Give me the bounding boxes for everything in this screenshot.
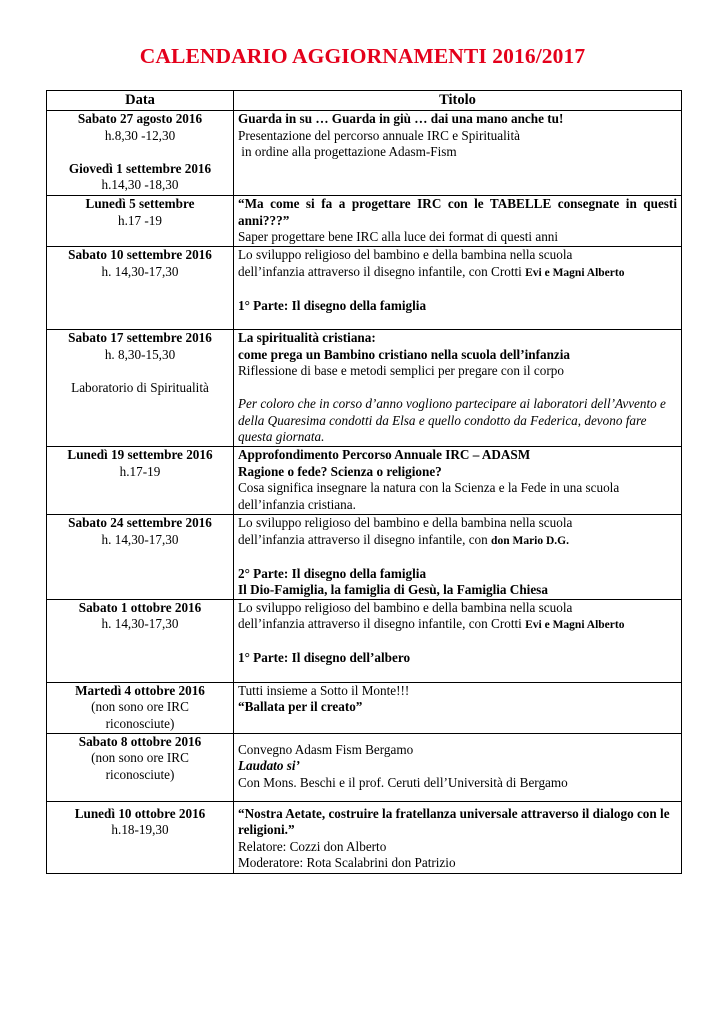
table-row bbox=[47, 682, 682, 733]
title-cell bbox=[234, 111, 682, 196]
event-title: “Nostra Aetate, costruire la fratellanza universale attraverso il dialogo con le religioni.” bbox=[238, 805, 670, 837]
event-description: Lo sviluppo religioso del bambino e della bambina nella scuola bbox=[238, 515, 573, 530]
date-cell bbox=[47, 247, 234, 330]
table-row bbox=[47, 247, 682, 330]
table-row bbox=[47, 447, 682, 515]
event-note: (non sono ore IRC riconosciute) bbox=[91, 750, 189, 782]
event-description: Convegno Adasm Fism Bergamo bbox=[238, 741, 414, 757]
event-title: Guarda in su … Guarda in giù … dai una mano anche tu! bbox=[238, 111, 564, 126]
event-date: Giovedì 1 settembre 2016 bbox=[68, 160, 212, 176]
table-row bbox=[47, 330, 682, 447]
event-title: La spiritualità cristiana: bbox=[238, 330, 376, 345]
date-cell bbox=[47, 733, 234, 801]
title-cell bbox=[234, 733, 682, 801]
event-description-text: dell’infanzia attraverso il disegno infantile, con Crotti bbox=[238, 616, 526, 631]
title-cell bbox=[234, 801, 682, 873]
table-row bbox=[47, 196, 682, 247]
event-speaker: Evi e Magni Alberto bbox=[525, 266, 625, 279]
event-description: Relatore: Cozzi don Alberto bbox=[238, 838, 387, 854]
title-cell bbox=[234, 330, 682, 447]
table-row bbox=[47, 733, 682, 801]
event-title: “Ballata per il creato” bbox=[238, 699, 363, 714]
event-date: Sabato 27 agosto 2016 bbox=[77, 111, 203, 126]
event-description: Tutti insieme a Sotto il Monte!!! bbox=[238, 682, 410, 698]
title-cell bbox=[234, 247, 682, 330]
event-description: Riflessione di base e metodi semplici per pregare con il corpo bbox=[238, 363, 564, 378]
event-time: h.18-19,30 bbox=[111, 822, 169, 837]
table-row bbox=[47, 515, 682, 600]
event-note-comma: , bbox=[577, 412, 582, 428]
event-time: h. 14,30-17,30 bbox=[101, 263, 179, 279]
event-title: Approfondimento Percorso Annuale IRC – ADASM bbox=[238, 447, 531, 462]
event-date: Martedì 4 ottobre 2016 bbox=[75, 682, 205, 698]
title-cell bbox=[234, 682, 682, 733]
column-header-titolo: Titolo bbox=[234, 91, 682, 111]
date-cell bbox=[47, 515, 234, 600]
event-time: h.17-19 bbox=[119, 463, 161, 479]
page-title: CALENDARIO AGGIORNAMENTI 2016/2017 bbox=[139, 44, 586, 68]
event-part: 1° Parte: Il disegno dell’albero bbox=[238, 650, 411, 665]
event-title: “Ma come si fa a progettare IRC con le TABELLE consegnate in questi anni???” bbox=[238, 196, 677, 228]
event-description: Con Mons. Beschi e il prof. Ceruti dell’Università di Bergamo bbox=[238, 774, 568, 790]
title-cell bbox=[234, 515, 682, 600]
event-speaker: Evi e Magni Alberto bbox=[525, 619, 625, 631]
event-description: Lo sviluppo religioso del bambino e della bambina nella scuola bbox=[238, 247, 573, 262]
date-cell bbox=[47, 682, 234, 733]
event-date: Sabato 17 settembre 2016 bbox=[68, 330, 212, 345]
table-row bbox=[47, 111, 682, 196]
event-speaker: don Mario D.G. bbox=[491, 534, 569, 547]
event-time: h.14,30 -18,30 bbox=[101, 177, 179, 192]
date-cell bbox=[47, 330, 234, 447]
event-date: Sabato 24 settembre 2016 bbox=[68, 515, 212, 530]
date-cell bbox=[47, 599, 234, 682]
event-description bbox=[238, 616, 677, 634]
event-description bbox=[238, 532, 677, 550]
event-part: Il Dio-Famiglia, la famiglia di Gesù, la Famiglia Chiesa bbox=[238, 582, 548, 597]
event-part: 1° Parte: Il disegno della famiglia bbox=[238, 297, 427, 313]
event-description: Moderatore: Rota Scalabrini don Patrizio bbox=[238, 855, 456, 870]
event-note-text: devono fare questa giornata. bbox=[238, 412, 647, 444]
event-note-text: Per coloro che in corso d’anno vogliono partecipare ai laboratori dell’Avvento e della Quaresima condotti da Elsa e quello condotto da Federica bbox=[238, 396, 666, 428]
event-title: Laudato si’ bbox=[238, 758, 300, 773]
event-time: h.8,30 -12,30 bbox=[104, 127, 176, 143]
event-description: Saper progettare bene IRC alla luce dei format di questi anni bbox=[238, 229, 559, 244]
event-description: Presentazione del percorso annuale IRC e Spiritualità bbox=[238, 127, 520, 143]
title-cell bbox=[234, 196, 682, 247]
table-header-row bbox=[47, 91, 682, 111]
event-note: Laboratorio di Spiritualità bbox=[71, 379, 209, 395]
event-time: h.17 -19 bbox=[118, 212, 162, 228]
event-time: h. 14,30-17,30 bbox=[101, 616, 179, 631]
event-description: in ordine alla progettazione Adasm-Fism bbox=[238, 144, 457, 159]
event-time: h. 14,30-17,30 bbox=[101, 531, 179, 547]
event-note: (non sono ore IRC riconosciute) bbox=[91, 699, 189, 731]
date-cell bbox=[47, 196, 234, 247]
event-description: Cosa significa insegnare la natura con la Scienza e la Fede in una scuola dell’infanzia cristiana. bbox=[238, 480, 620, 512]
column-header-data: Data bbox=[47, 91, 234, 111]
event-date: Lunedì 10 ottobre 2016 bbox=[74, 805, 206, 821]
event-time: h. 8,30-15,30 bbox=[104, 346, 176, 362]
event-description: Lo sviluppo religioso del bambino e della bambina nella scuola bbox=[238, 599, 573, 615]
date-cell bbox=[47, 111, 234, 196]
event-date: Sabato 1 ottobre 2016 bbox=[78, 599, 202, 615]
table-row bbox=[47, 801, 682, 873]
date-cell bbox=[47, 447, 234, 515]
event-part: 2° Parte: Il disegno della famiglia bbox=[238, 565, 427, 581]
event-note bbox=[238, 396, 677, 446]
calendar-table bbox=[46, 90, 682, 874]
event-date: Lunedì 5 settembre bbox=[85, 196, 195, 211]
event-description bbox=[238, 264, 677, 282]
event-description-text: dell’infanzia attraverso il disegno infantile, con Crotti bbox=[238, 263, 526, 279]
event-date: Sabato 10 settembre 2016 bbox=[68, 247, 212, 262]
title-cell bbox=[234, 447, 682, 515]
event-title: come prega un Bambino cristiano nella scuola dell’infanzia bbox=[238, 346, 571, 362]
title-cell bbox=[234, 599, 682, 682]
date-cell bbox=[47, 801, 234, 873]
event-date: Sabato 8 ottobre 2016 bbox=[78, 733, 202, 749]
event-description-text: dell’infanzia attraverso il disegno infantile, con bbox=[238, 531, 492, 547]
event-title: Ragione o fede? Scienza o religione? bbox=[238, 463, 442, 479]
event-date: Lunedì 19 settembre 2016 bbox=[67, 447, 213, 462]
table-row bbox=[47, 599, 682, 682]
